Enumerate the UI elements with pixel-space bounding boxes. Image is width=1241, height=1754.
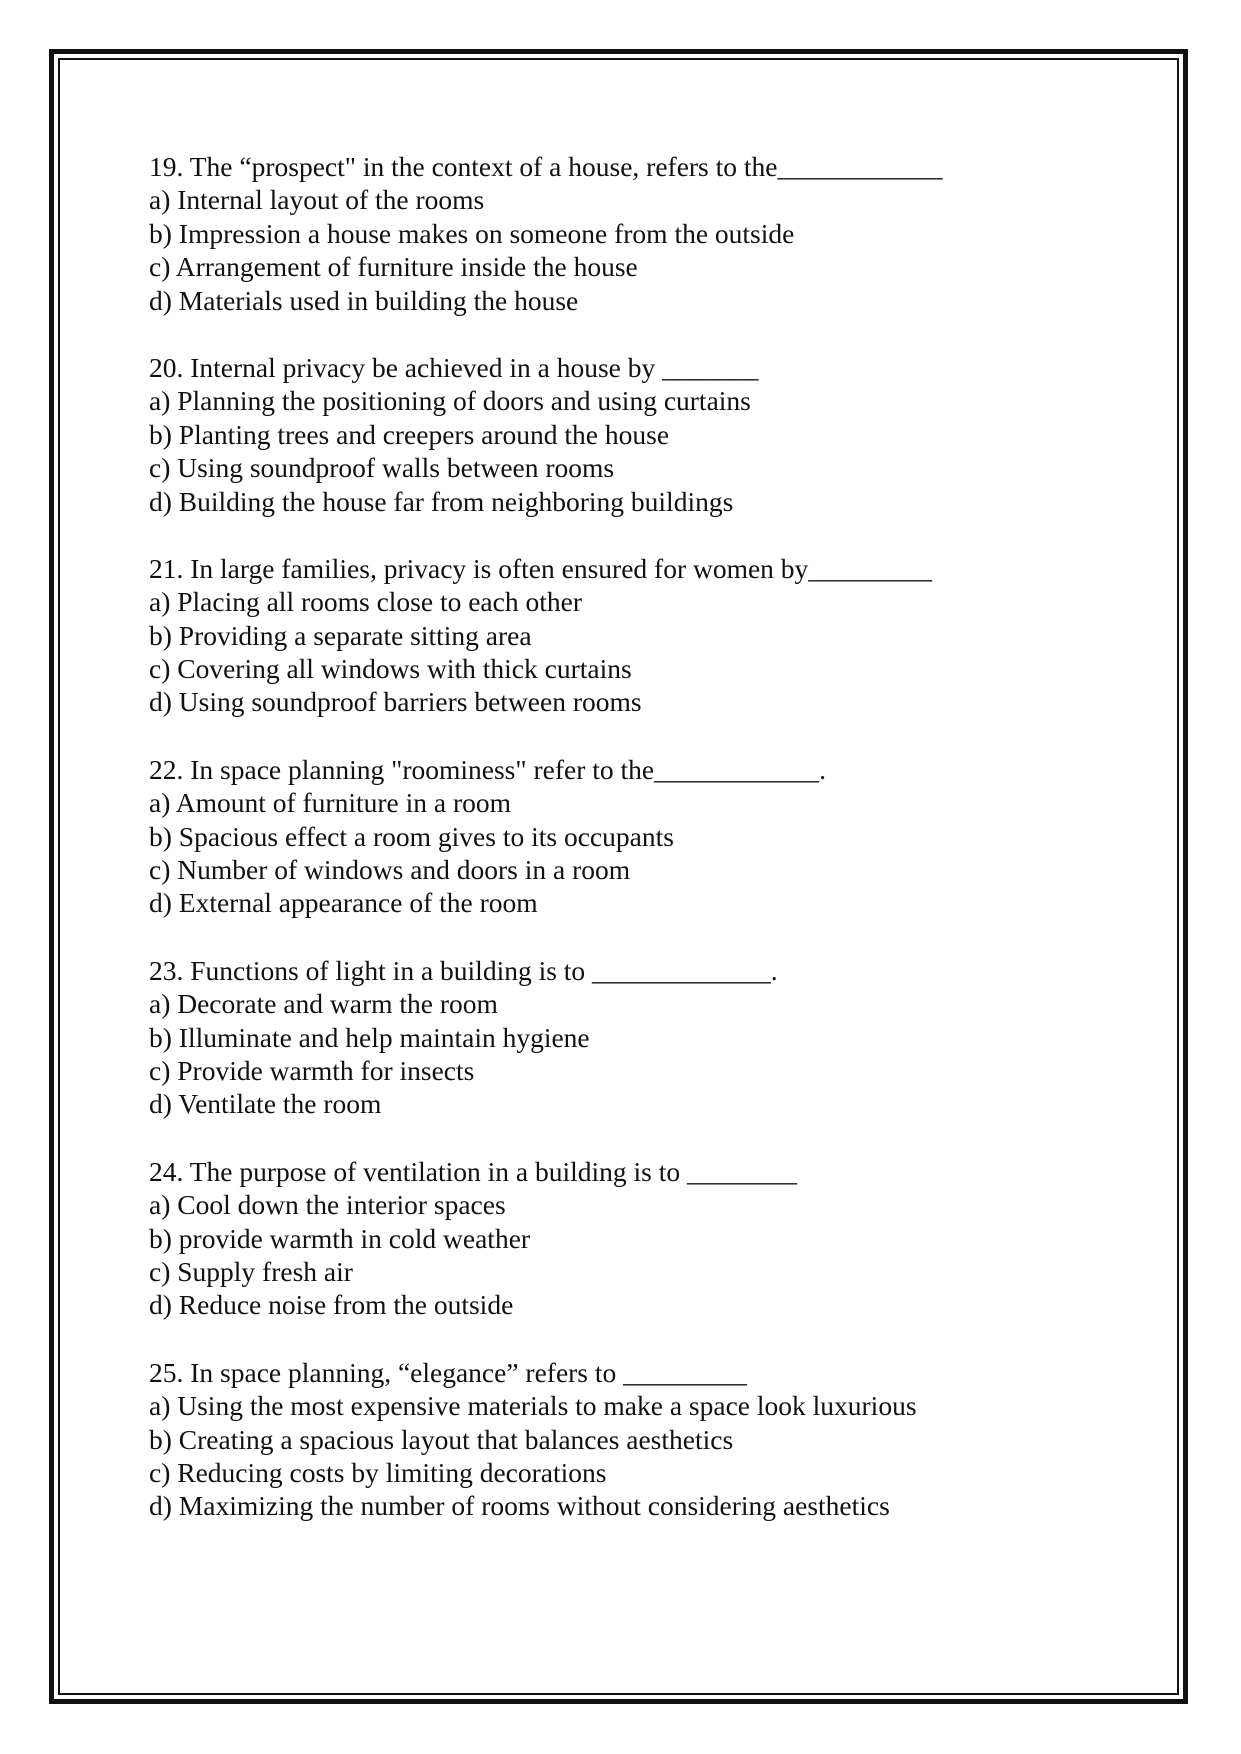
option-d: d) External appearance of the room xyxy=(149,887,538,919)
option-d: d) Reduce noise from the outside xyxy=(149,1289,514,1321)
option-d: d) Maximizing the number of rooms without considering aesthetics xyxy=(149,1490,890,1522)
option-a: a) Planning the positioning of doors and using curtains xyxy=(149,385,751,417)
option-a: a) Using the most expensive materials to make a space look luxurious xyxy=(149,1390,917,1422)
question-stem: 22. In space planning "roominess" refer to the____________. xyxy=(149,753,826,785)
option-d: d) Building the house far from neighboring buildings xyxy=(149,485,734,517)
option-d: d) Using soundproof barriers between rooms xyxy=(149,686,642,718)
option-b: b) Spacious effect a room gives to its occupants xyxy=(149,820,674,852)
option-b: b) Planting trees and creepers around the house xyxy=(149,418,670,450)
question-stem: 19. The “prospect" in the context of a house, refers to the____________ xyxy=(149,151,943,182)
option-a: a) Decorate and warm the room xyxy=(149,988,498,1020)
option-c: c) Number of windows and doors in a room xyxy=(149,854,631,886)
question-stem: 24. The purpose of ventilation in a building is to ________ xyxy=(149,1155,797,1187)
question-21 xyxy=(149,552,1149,719)
question-20 xyxy=(149,351,1149,518)
option-a: a) Placing all rooms close to each other xyxy=(149,586,582,618)
option-b: b) provide warmth in cold weather xyxy=(149,1222,531,1254)
option-d: d) Ventilate the room xyxy=(149,1088,382,1120)
option-c: c) Supply fresh air xyxy=(149,1255,353,1287)
option-c: c) Provide warmth for insects xyxy=(149,1054,475,1086)
question-23 xyxy=(149,954,1149,1121)
question-25 xyxy=(149,1356,1149,1523)
option-c: c) Using soundproof walls between rooms xyxy=(149,452,615,484)
question-list xyxy=(149,150,1149,1557)
option-c: c) Arrangement of furniture inside the house xyxy=(149,251,638,283)
question-19 xyxy=(149,150,1149,317)
question-stem: 21. In large families, privacy is often ensured for women by_________ xyxy=(149,552,933,584)
question-stem: 23. Functions of light in a building is to _____________. xyxy=(149,954,778,986)
option-b: b) Illuminate and help maintain hygiene xyxy=(149,1021,590,1053)
option-a: a) Amount of furniture in a room xyxy=(149,787,511,819)
option-b: b) Providing a separate sitting area xyxy=(149,619,532,651)
question-22 xyxy=(149,753,1149,920)
option-c: c) Covering all windows with thick curtains xyxy=(149,653,632,685)
option-d: d) Materials used in building the house xyxy=(149,284,579,316)
option-c: c) Reducing costs by limiting decorations xyxy=(149,1456,607,1488)
option-a: a) Internal layout of the rooms xyxy=(149,184,485,216)
question-stem: 25. In space planning, “elegance” refers to _________ xyxy=(149,1356,747,1388)
option-b: b) Impression a house makes on someone from the outside xyxy=(149,217,795,249)
question-stem: 20. Internal privacy be achieved in a house by _______ xyxy=(149,351,759,383)
option-b: b) Creating a spacious layout that balances aesthetics xyxy=(149,1423,734,1455)
question-24 xyxy=(149,1155,1149,1322)
option-a: a) Cool down the interior spaces xyxy=(149,1189,506,1221)
